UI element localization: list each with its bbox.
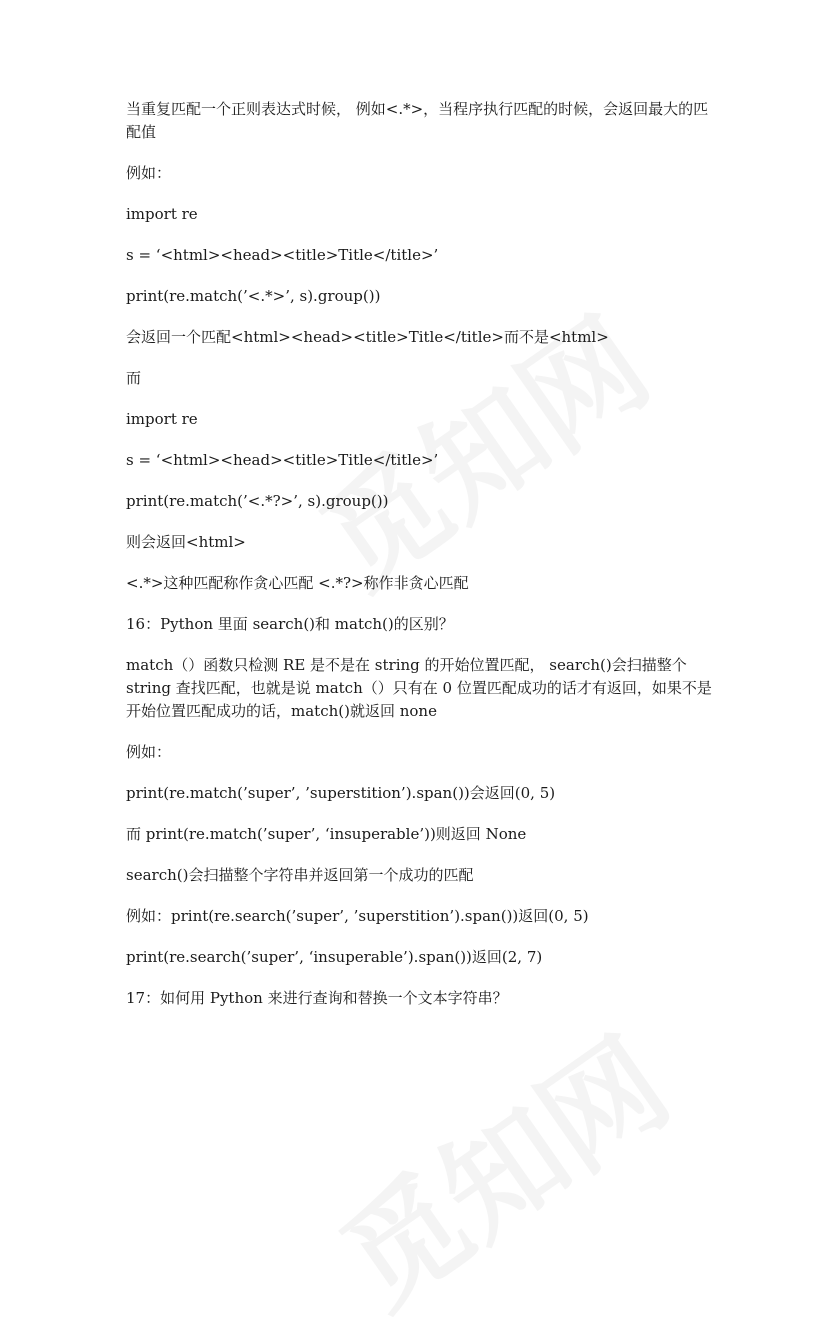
paragraph-whereas: 而 [126,369,142,387]
paragraph-greedy-summary: <.*>这种匹配称作贪心匹配 <.*?>称作非贪心匹配 [126,574,469,592]
question-17-heading: 17：如何用 Python 来进行查询和替换一个文本字符串？ [126,989,508,1007]
document-body [126,98,716,1028]
code-line-assign: s = ‘<html><head><title>Title</title>’ [126,246,439,264]
code-line-match-insuperable: 而 print(re.match(’super’, ‘insuperable’))则返回 None [126,825,527,843]
code-line-import: import re [126,410,198,428]
code-line-assign: s = ‘<html><head><title>Title</title>’ [126,451,439,469]
paragraph-example-label: 例如： [126,743,172,761]
paragraph-example-label: 例如： [126,164,172,182]
paragraph-greedy-intro: 当重复匹配一个正则表达式时候， 例如<.*>，当程序执行匹配的时候，会返回最大的匹配值 [126,100,709,141]
paragraph-search-explanation: search()会扫描整个字符串并返回第一个成功的匹配 [126,866,474,884]
paragraph-greedy-result: 会返回一个匹配<html><head><title>Title</title>而不是<html> [126,328,609,346]
paragraph-match-explanation: match（）函数只检测 RE 是不是在 string 的开始位置匹配， search()会扫描整个 string 查找匹配，也就是说 match（）只有在 0 位置匹配成功的话才有返回，如果不是开始位置匹配成功的话，match()就返回 none [126,656,712,720]
code-line-print-nongreedy: print(re.match(’<.*?>’, s).group()) [126,492,389,510]
code-line-search-insuperable: print(re.search(’super’, ‘insuperable’).span())返回(2, 7) [126,948,543,966]
code-line-print-greedy: print(re.match(’<.*>’, s).group()) [126,287,381,305]
code-line-search-superstition: 例如：print(re.search(’super’, ’superstition’).span())返回(0, 5) [126,907,589,925]
paragraph-nongreedy-result: 则会返回<html> [126,533,246,551]
code-line-import: import re [126,205,198,223]
watermark [303,992,697,1339]
code-line-match-superstition: print(re.match(’super’, ’superstition’).span())会返回(0, 5) [126,784,556,802]
question-16-heading: 16：Python 里面 search()和 match()的区别？ [126,615,454,633]
